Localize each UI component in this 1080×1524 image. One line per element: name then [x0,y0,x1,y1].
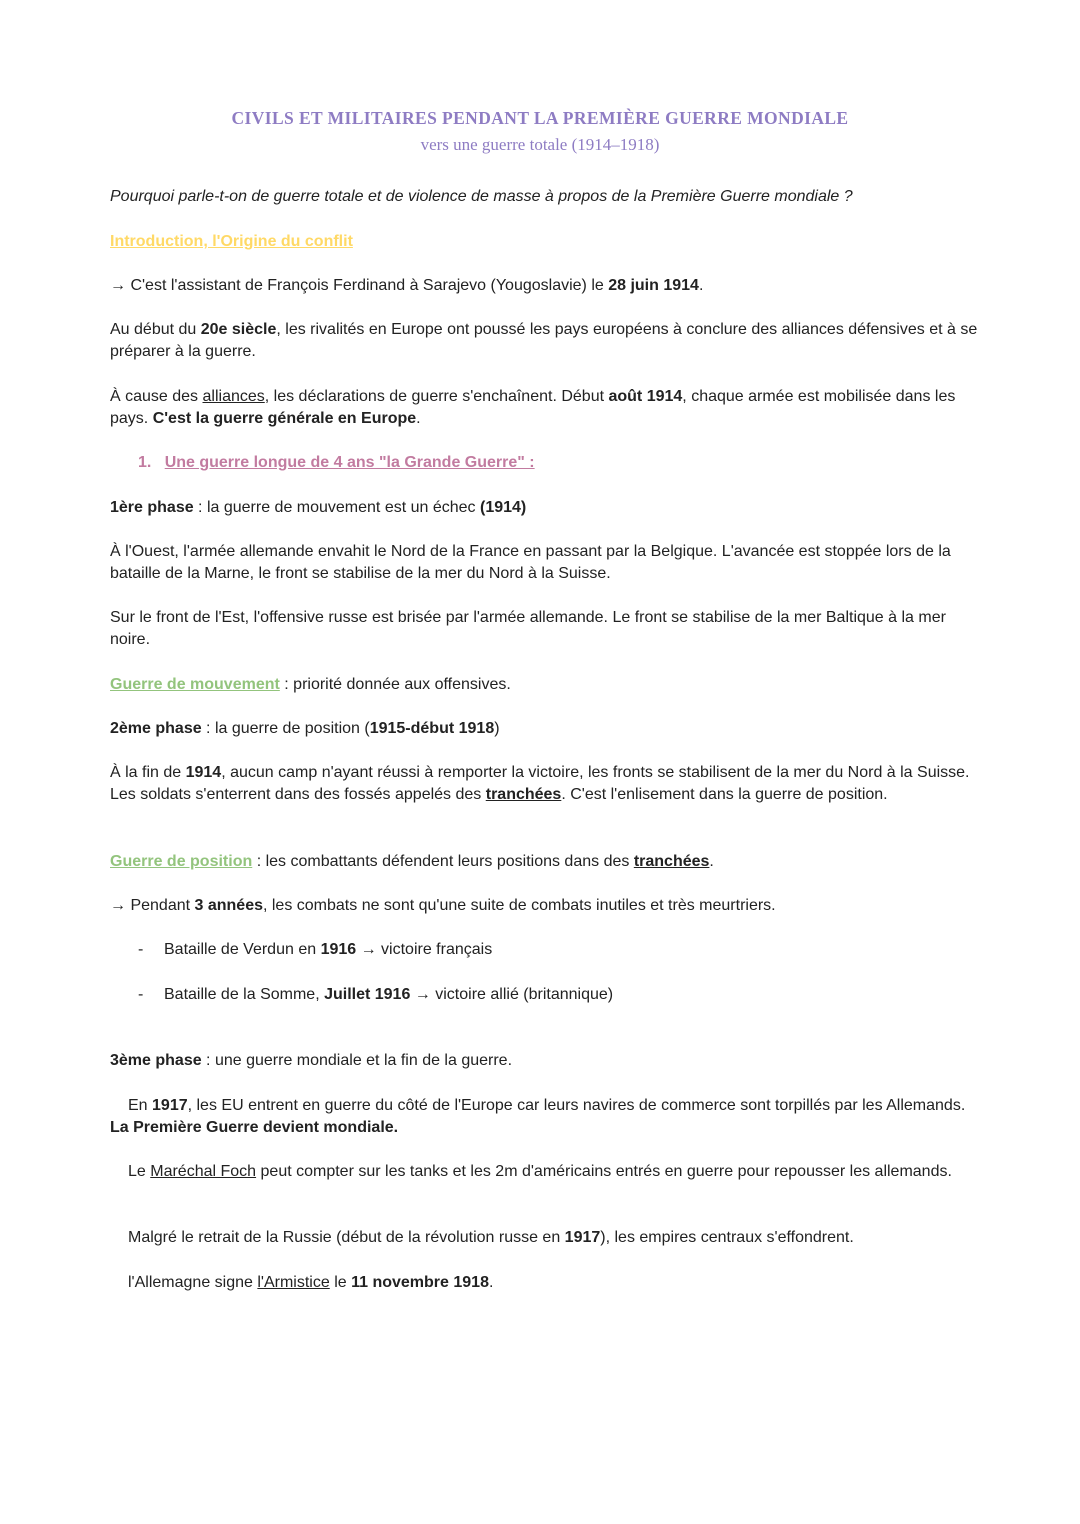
date-bold: 11 novembre 1918 [351,1274,489,1291]
phase-3-paragraph-4 [128,1272,998,1294]
phase-label: 2ème phase [110,720,202,737]
text-run: ) [494,720,500,737]
text-run: Au début du [110,321,201,338]
text-run: → victoire allié (britannique) [410,986,614,1003]
intro-paragraph-1 [110,275,980,297]
trenches-term: tranchées [485,786,562,803]
definition-movement-war [110,674,980,696]
text-run: , les EU entrent en guerre du côté de l'Europe car leurs navires de commerce sont torpillés par les Allemands. [187,1097,966,1114]
text-run: . [416,410,421,427]
text-run: . C'est l'enlisement dans la guerre de position. [561,786,888,803]
text-run: → C'est l'assistant de François Ferdinand à Sarajevo (Yougoslavie) le [110,277,609,294]
text-run: Malgré le retrait de la Russie (début de la révolution russe en [128,1229,565,1246]
text-run: : la guerre de position ( [201,720,370,737]
text-run: À la fin de [110,764,186,781]
text-run: ), les empires centraux s'effondrent. [600,1229,854,1246]
text-run: l'Allemagne signe [128,1274,258,1291]
text-run: Le [128,1163,151,1180]
phase-3-heading [110,1050,980,1072]
text-run: peut compter sur les tanks et les 2m d'américains entrés en guerre pour repousser les allemands. [256,1163,952,1180]
text-run: , les déclarations de guerre s'enchaînent. Début [264,388,609,405]
trenches-term: tranchées [633,853,710,870]
definition-position-war [110,851,980,873]
phase-years: 1915-début 1918 [369,720,495,737]
century-bold: 20e siècle [200,321,277,338]
text-run: Bataille de la Somme, [164,986,325,1003]
key-sentence: C'est la guerre générale en Europe [152,410,417,427]
date-bold: Juillet 1916 [324,986,411,1003]
phase-2-paragraph-2 [110,895,980,917]
text-run: : la guerre de mouvement est un échec [193,499,480,516]
year-bold: 1916 [320,941,357,958]
list-bullet: - [138,986,144,1003]
phase-2-paragraph-1 [110,762,980,806]
text-run: À cause des [110,388,203,405]
phase-label: 3ème phase [110,1052,202,1069]
phase-3-paragraph-2 [110,1161,980,1183]
definition-text: : priorité donnée aux offensives. [279,676,511,693]
phase-3-paragraph-3 [128,1227,998,1249]
intro-paragraph-3 [110,386,980,430]
text-run: → Pendant [110,897,195,914]
guiding-question: Pourquoi parle-t-on de guerre totale et de violence de masse à propos de la Première Guerre mondiale ? [110,188,853,205]
text-run: , les rivalités en Europe ont poussé les pays européens à conclure des alliances défensives et à se préparer à la guerre. [110,321,978,360]
section-number: 1. [138,454,152,471]
phase-1-paragraph-1: À l'Ouest, l'armée allemande envahit le Nord de la France en passant par la Belgique. L'avancée est stoppée lors de la bataille de la Marne, le front se stabilise de la mer du Nord à la Suisse. [110,543,951,582]
year-bold: 1917 [564,1229,601,1246]
armistice-term: l'Armistice [257,1274,330,1291]
text-run: → victoire français [356,941,493,958]
text-run: . [698,277,704,294]
section-title: Une guerre longue de 4 ans "la Grande Guerre" : [164,454,535,471]
phase-label: 1ère phase [110,499,194,516]
date-bold: août 1914 [608,388,683,405]
foch-term: Maréchal Foch [150,1163,257,1180]
phase-year: (1914) [480,499,527,516]
date-bold: 28 juin 1914 [608,277,699,294]
phase-3-paragraph-1 [110,1095,980,1139]
intro-paragraph-2 [110,319,980,363]
phase-1-heading [110,497,980,519]
text-run: : une guerre mondiale et la fin de la guerre. [201,1052,513,1069]
text-run: , aucun camp n'ayant réussi à remporter la victoire, les fronts se stabilisent de la mer du Nord à la Suisse. Les soldats s'enterrent dans des fossés appelés des [110,764,970,803]
text-run: . [709,853,714,870]
intro-heading [110,231,980,253]
page-subtitle: vers une guerre totale (1914–1918) [420,135,660,154]
year-bold: 1917 [152,1097,188,1114]
alliances-term: alliances [202,388,265,405]
text-run: Bataille de Verdun en [164,941,321,958]
phase-2-heading [110,718,980,740]
duration-bold: 3 années [194,897,263,914]
phase-1-paragraph-2: Sur le front de l'Est, l'offensive russe est brisée par l'armée allemande. Le front se stabilise de la mer Baltique à la mer noire. [110,609,946,648]
key-sentence: La Première Guerre devient mondiale. [110,1119,399,1136]
definition-term: Guerre de position [110,853,253,870]
list-bullet: - [138,941,144,958]
year-bold: 1914 [185,764,222,781]
text-run: , les combats ne sont qu'une suite de combats inutiles et très meurtriers. [262,897,776,914]
text-run: le [329,1274,352,1291]
page-title: CIVILS ET MILITAIRES PENDANT LA PREMIÈRE GUERRE MONDIALE [231,108,849,128]
section-1-heading [138,452,1008,474]
definition-term: Guerre de mouvement [110,676,280,693]
text-run: . [488,1274,494,1291]
text-run: , chaque armée est mobilisée dans les pays. [110,388,956,427]
intro-heading-text: Introduction, l'Origine du conflit [110,233,353,250]
text-run: En [128,1097,153,1114]
definition-text: : les combattants défendent leurs positions dans des [252,853,634,870]
